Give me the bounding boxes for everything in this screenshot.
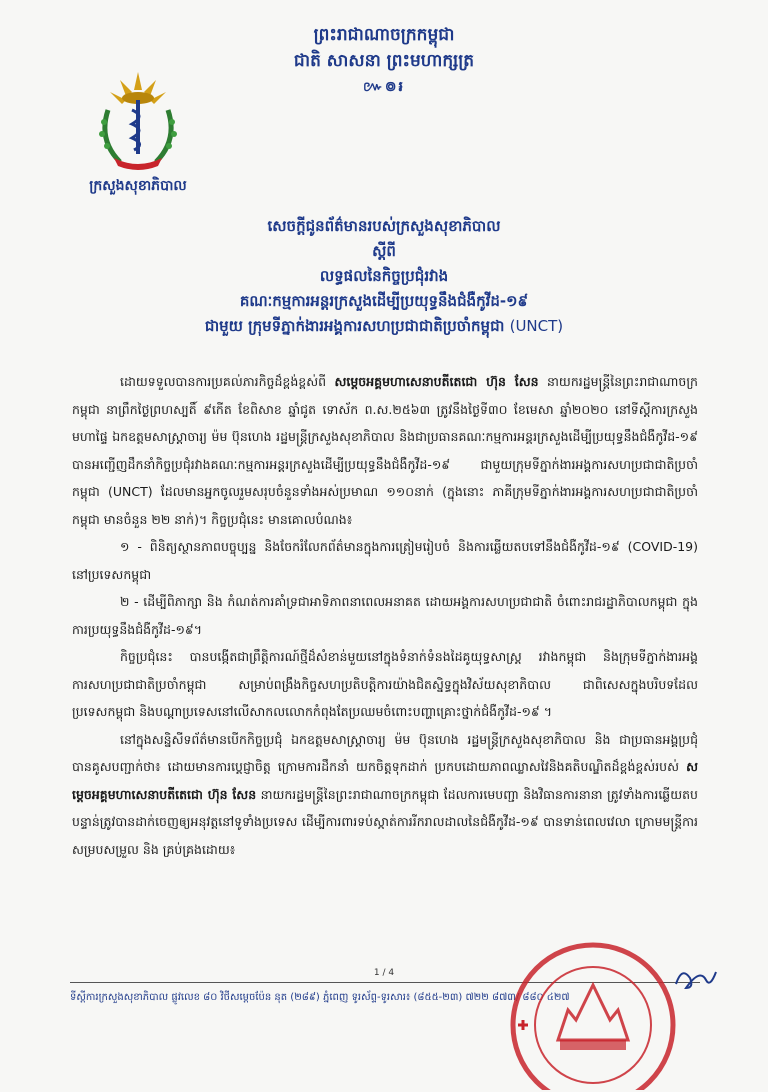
document-title	[0, 214, 768, 339]
ministry-of-health-logo	[90, 70, 186, 174]
header-ornament: ៚៙៛	[363, 79, 405, 95]
signature	[672, 958, 720, 998]
title-line-5	[0, 314, 768, 339]
objective-item-1: ១ - ពិនិត្យស្ថានភាពបច្ចុប្បន្ន និងចែករំលែកព័ត៌មានក្នុងការត្រៀមរៀបចំ និងការឆ្លើយតបទៅនឹងជំងឺកូវីដ-១៩ (COVID-19) នៅប្រទេសកម្ពុជា	[72, 539, 698, 582]
ministry-label: ក្រសួងសុខាភិបាល	[89, 178, 187, 194]
paragraph-3-intro: នៅក្នុងសន្និសីទព័ត៌មានបើកកិច្ចប្រជុំ ឯកឧត្តមសាស្ត្រាចារ្យ ម៉ម ប៊ុនហេង រដ្ឋមន្ត្រីក្រសួងសុខាភិបាល និង ជាប្រធានអង្គប្រជុំ បានគូសបញ្ជាក់ថា៖ ដោយមានការប្តេជ្ញាចិត្ត ក្រោមការដឹកនាំ យកចិត្តទុកដាក់ ប្រកបដោយភាពឈ្លាសវៃនិងគតិបណ្ឌិតដ៏ខ្ពង់ខ្ពស់របស់	[72, 731, 698, 774]
title-line-1: សេចក្តីជូនព័ត៌មានរបស់ក្រសួងសុខាភិបាល	[267, 217, 501, 235]
title-line-3: លទ្ធផលនៃកិច្ចប្រជុំរវាង	[319, 267, 449, 285]
title-unct: (UNCT)	[509, 317, 564, 335]
title-line-2: ស្តីពី	[372, 242, 396, 260]
official-seal-stamp	[498, 930, 688, 1090]
paragraph-1-pm-name: សម្តេចអគ្គមហាសេនាបតីតេជោ ហ៊ុន សែន	[334, 374, 539, 389]
document-body	[72, 368, 698, 863]
paragraph-1	[72, 368, 698, 533]
paragraph-3-pm-name: សម្តេចអគ្គមហាសេនាបតីតេជោ ហ៊ុន សែន	[72, 759, 698, 802]
title-line-5-text: ជាមួយ ក្រុមទីភ្នាក់ងារអង្គការសហប្រជាជាតិប្រចាំកម្ពុជា	[204, 317, 505, 335]
paragraph-1-rest: នាយករដ្ឋមន្ត្រីនៃព្រះរាជាណាចក្រកម្ពុជា នាព្រឹកថ្ងៃព្រហស្បតិ៍ ៩កើត ខែពិសាខ ឆ្នាំជូត ទោស័ក ព.ស.២៥៦៣ ត្រូវនឹងថ្ងៃទី៣០ ខែមេសា ឆ្នាំ២០២០ នៅទីស្តីការក្រសួងមហាផ្ទៃ ឯកឧត្តមសាស្ត្រាចារ្យ ម៉ម ប៊ុនហេង រដ្ឋមន្ត្រីក្រសួងសុខាភិបាល និងជាប្រធានគណៈកម្មការអន្តរក្រសួងដើម្បីប្រយុទ្ធនឹងជំងឺកូវីដ-១៩ បានអញ្ជើញដឹកនាំកិច្ចប្រជុំរវាងគណៈកម្មការអន្តរក្រសួងដើម្បីប្រយុទ្ធនឹងជំងឺកូវីដ-១៩ ជាមួយក្រុមទីភ្នាក់ងារអង្គការសហប្រជាជាតិប្រចាំកម្ពុជា (UNCT) ដែលមានអ្នកចូលរួមសរុបចំនួនទាំងអស់ប្រមាណ ១១០នាក់ (ក្នុងនោះ ភាគីក្រុមទីភ្នាក់ងារអង្គការសហប្រជាជាតិប្រចាំកម្ពុជា មានចំនួន ២២ នាក់)។ កិច្ចប្រជុំនេះ មានគោលបំណង៖	[72, 374, 698, 527]
page-number: 1 / 4	[373, 968, 395, 978]
kingdom-name: ព្រះរាជាណាចក្រកម្ពុជា	[313, 25, 455, 45]
objective-item-2: ២ - ដើម្បីពិភាក្សា និង កំណត់ការគាំទ្រជាអាទិភាពនាពេលអនាគត ដោយអង្គការសហប្រជាជាតិ ចំពោះរាជរដ្ឋាភិបាលកម្ពុជា ក្នុងការប្រយុទ្ធនឹងជំងឺកូវីដ-១៩។	[72, 594, 698, 637]
footer-address: ទីស្តីការក្រសួងសុខាភិបាល ផ្លូវលេខ ៨០ វិថីសម្តេចប៉ែន នុត (២៨៩) ភ្នំពេញ ទូរស័ព្ទ-ទូរសារ៖ (៨៥៥-២៣) ៧២២ ៨៧៣/ ៨៨០ ៤២៧	[70, 992, 570, 1003]
paragraph-3	[72, 726, 698, 864]
paragraph-1-intro: ដោយទទួលបានការប្រគល់ភារកិច្ចដ៏ខ្ពង់ខ្ពស់ពី	[120, 374, 327, 389]
paragraph-2: កិច្ចប្រជុំនេះ បានបង្កើតជាព្រឹត្តិការណ៍ថ្មីដ៏សំខាន់មួយនៅក្នុងទំនាក់ទំនងដៃគូយុទ្ធសាស្ត្រ រវាងកម្ពុជា និងក្រុមទីភ្នាក់ងារអង្គការសហប្រជាជាតិប្រចាំកម្ពុជា សម្រាប់ពង្រឹងកិច្ចសហប្រតិបត្តិការយ៉ាងជិតស្និទ្ធក្នុងវិស័យសុខាភិបាល ជាពិសេសក្នុងបរិបទដែលប្រទេសកម្ពុជា និងបណ្តាប្រទេសនៅលើសាកលលោកកំពុងតែប្រឈមចំពោះបញ្ហាគ្រោះថ្នាក់ជំងឺកូវីដ-១៩ ។	[72, 649, 698, 719]
national-motto: ជាតិ សាសនា ព្រះមហាក្សត្រ	[293, 51, 475, 71]
paragraph-3-rest: នាយករដ្ឋមន្ត្រីនៃព្រះរាជាណាចក្រកម្ពុជា ដែលការមេបញ្ជា និងវិធានការនានា ត្រូវទាំងការឆ្លើយតបបន្ទាន់ត្រូវបានដាក់ចេញឲ្យអនុវត្តនៅទូទាំងប្រទេស ដើម្បីការពារទប់ស្កាត់ការរីករាលដាលនៃជំងឺកូវីដ-១៩ បានទាន់ពេលវេលា ក្រោមមន្ត្រីការសម្របសម្រួល និង គ្រប់គ្រងដោយ៖	[72, 786, 698, 857]
title-line-4: គណៈកម្មការអន្តរក្រសួងដើម្បីប្រយុទ្ធនឹងជំងឺកូវីដ-១៩	[239, 292, 529, 310]
